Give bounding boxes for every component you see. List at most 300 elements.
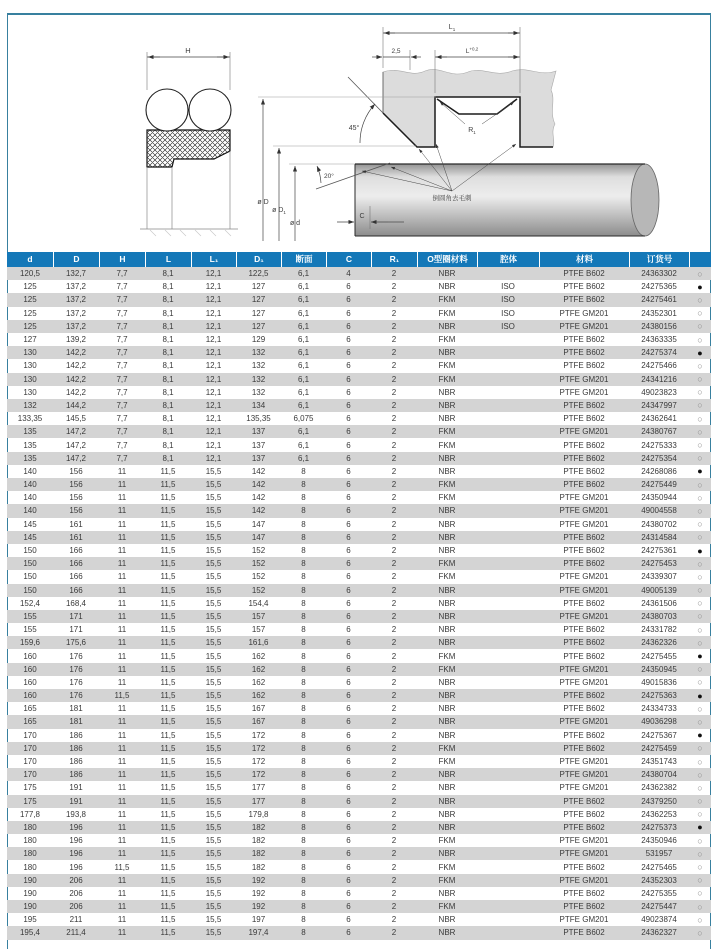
table-cell: 8 xyxy=(301,730,306,740)
table-cell xyxy=(477,663,539,676)
table-cell: 11 xyxy=(99,821,145,834)
availability-symbol: ○ xyxy=(697,334,703,345)
table-cell: 125 xyxy=(7,320,53,333)
table-cell: 6 xyxy=(326,346,371,359)
table-cell: FKM xyxy=(417,874,477,887)
table-cell xyxy=(477,412,539,425)
table-cell: 24341216 xyxy=(629,373,689,386)
availability-symbol: ○ xyxy=(689,768,711,781)
table-cell: PTFE GM201 xyxy=(559,308,609,318)
table-cell: 8 xyxy=(301,466,306,476)
table-cell: 186 xyxy=(53,768,99,781)
table-cell: 6 xyxy=(326,768,371,781)
availability-symbol: ○ xyxy=(697,809,703,820)
table-cell: 8,1 xyxy=(145,373,191,386)
table-cell: 15,5 xyxy=(191,531,236,544)
table-cell: 24362382 xyxy=(641,783,677,793)
column-header: d xyxy=(7,252,53,267)
table-cell: 12,1 xyxy=(205,414,222,424)
table-cell: 6 xyxy=(326,689,371,702)
table-cell: 147,2 xyxy=(65,440,87,450)
table-cell: 24380704 xyxy=(629,768,689,781)
table-cell: 15,5 xyxy=(205,704,222,714)
table-cell: 2 xyxy=(391,335,397,345)
table-cell xyxy=(477,359,539,372)
table-cell: 8,1 xyxy=(162,335,174,345)
table-cell: 159,6 xyxy=(7,636,53,649)
table-cell: ISO xyxy=(477,320,539,333)
dim-h-label: H xyxy=(185,46,191,55)
table-cell: PTFE B602 xyxy=(563,335,605,345)
table-cell: 2 xyxy=(371,874,417,887)
table-cell: 11,5 xyxy=(160,888,176,898)
table-cell: 2 xyxy=(391,757,397,767)
table-cell xyxy=(477,333,539,346)
table-cell: 11,5 xyxy=(145,926,191,939)
table-cell: 8 xyxy=(301,836,306,846)
table-cell: 8 xyxy=(301,572,306,582)
table-cell: 24275455 xyxy=(641,651,677,661)
table-cell: 8 xyxy=(301,704,306,714)
table-cell: NBR xyxy=(438,783,456,793)
table-row xyxy=(7,504,711,517)
table-cell: 2 xyxy=(371,346,417,359)
table-cell: 166 xyxy=(69,572,83,582)
table-cell: 193,8 xyxy=(65,809,87,819)
availability-symbol: ○ xyxy=(697,571,703,582)
column-header: L₁ xyxy=(191,252,236,267)
table-cell: 11 xyxy=(117,704,127,714)
table-row xyxy=(7,702,711,715)
table-cell: 6,1 xyxy=(297,440,310,450)
table-cell: 2 xyxy=(391,493,397,503)
table-cell: 6 xyxy=(346,519,351,529)
table-cell: 11,5 xyxy=(160,915,176,925)
table-cell: 15,5 xyxy=(205,625,222,635)
table-cell: 6 xyxy=(326,847,371,860)
table-cell: FKM xyxy=(417,293,477,306)
table-cell: 11,5 xyxy=(145,531,191,544)
table-cell: FKM xyxy=(438,361,456,371)
table-cell: 132 xyxy=(236,346,281,359)
table-cell: 2 xyxy=(391,440,397,450)
table-cell: PTFE GM201 xyxy=(539,874,629,887)
table-cell xyxy=(477,386,539,399)
availability-symbol: ○ xyxy=(697,624,703,635)
table-cell: PTFE B602 xyxy=(539,399,629,412)
table-cell: FKM xyxy=(438,572,456,582)
o-ring-right xyxy=(189,89,231,131)
table-row xyxy=(7,570,711,583)
installation-drawing xyxy=(257,24,659,241)
o-ring-left xyxy=(146,89,188,131)
table-cell: 170 xyxy=(23,730,37,740)
table-row xyxy=(7,663,711,676)
table-cell: 7,7 xyxy=(116,282,128,292)
table-cell: 2 xyxy=(391,704,397,714)
table-cell: 196 xyxy=(53,821,99,834)
table-row xyxy=(7,359,711,372)
table-cell xyxy=(477,584,539,597)
table-row xyxy=(7,874,711,887)
table-cell: 24347997 xyxy=(629,399,689,412)
table-cell: 11 xyxy=(99,795,145,808)
table-cell: 127 xyxy=(251,282,266,292)
table-cell: 12,1 xyxy=(191,399,236,412)
table-cell: 8 xyxy=(281,689,326,702)
table-cell: PTFE GM201 xyxy=(539,584,629,597)
table-cell: 24351743 xyxy=(641,757,677,767)
table-cell: FKM xyxy=(438,440,456,450)
table-cell: 6 xyxy=(346,572,351,582)
table-row xyxy=(7,610,711,623)
table-row xyxy=(7,346,711,359)
table-cell: PTFE B602 xyxy=(563,862,605,872)
table-cell: 11,5 xyxy=(145,557,191,570)
table-cell: 11,5 xyxy=(160,651,176,661)
table-cell: 192 xyxy=(251,888,266,898)
table-cell: 8 xyxy=(301,783,306,793)
table-cell: 172 xyxy=(251,730,266,740)
table-cell xyxy=(477,874,539,887)
table-cell: 11,5 xyxy=(160,625,176,635)
table-cell: 181 xyxy=(53,715,99,728)
table-cell: 15,5 xyxy=(205,915,222,925)
table-cell: 6 xyxy=(346,783,351,793)
table-cell: 12,1 xyxy=(205,361,222,371)
availability-symbol: ○ xyxy=(697,888,703,899)
table-cell: 127 xyxy=(236,320,281,333)
table-cell: 152 xyxy=(251,572,266,582)
table-row xyxy=(7,808,711,821)
table-cell: 140 xyxy=(23,493,37,503)
table-row xyxy=(7,425,711,438)
table-cell: 2 xyxy=(371,689,417,702)
table-cell: 24275354 xyxy=(629,452,689,465)
table-cell: 137,2 xyxy=(65,282,87,292)
table-cell: 196 xyxy=(69,862,83,872)
table-row xyxy=(7,320,711,333)
table-cell: 7,7 xyxy=(116,308,128,318)
table-cell: 24361506 xyxy=(641,598,677,608)
table-cell: NBR xyxy=(438,730,456,740)
table-cell xyxy=(477,649,539,662)
table-cell: NBR xyxy=(417,452,477,465)
table-cell: 176 xyxy=(69,651,83,661)
table-cell: 142,2 xyxy=(53,373,99,386)
table-row xyxy=(7,715,711,728)
table-cell: 11,5 xyxy=(145,663,191,676)
table-cell: 6,1 xyxy=(281,425,326,438)
table-cell: 8,1 xyxy=(162,440,174,450)
table-cell xyxy=(477,821,539,834)
table-cell: 150 xyxy=(7,557,53,570)
table-cell: 152 xyxy=(251,546,266,556)
availability-symbol: ○ xyxy=(689,610,711,623)
table-cell: 2 xyxy=(391,651,397,661)
table-cell: 211 xyxy=(69,915,83,925)
table-cell: PTFE GM201 xyxy=(559,572,609,582)
table-cell: 15,5 xyxy=(205,651,222,661)
table-cell: 11 xyxy=(99,847,145,860)
table-cell: 8 xyxy=(281,504,326,517)
table-cell: 15,5 xyxy=(191,742,236,755)
availability-symbol: ● xyxy=(697,730,703,741)
table-cell: 2 xyxy=(371,636,417,649)
table-cell: 8 xyxy=(281,926,326,939)
table-cell: 15,5 xyxy=(205,757,222,767)
table-cell: 6,1 xyxy=(281,293,326,306)
table-cell: 191 xyxy=(69,783,83,793)
table-cell: 2 xyxy=(371,847,417,860)
table-cell: 2 xyxy=(371,293,417,306)
table-cell: 142 xyxy=(236,478,281,491)
table-cell xyxy=(477,715,539,728)
table-cell: 8,1 xyxy=(162,387,174,397)
table-cell: 122,5 xyxy=(236,267,281,280)
table-cell: PTFE B602 xyxy=(539,926,629,939)
table-cell: 152 xyxy=(236,584,281,597)
table-cell: 190 xyxy=(7,874,53,887)
table-cell: 8 xyxy=(281,663,326,676)
table-cell: PTFE B602 xyxy=(563,730,605,740)
table-cell xyxy=(477,808,539,821)
table-cell: 8,1 xyxy=(145,452,191,465)
table-cell: 15,5 xyxy=(191,926,236,939)
table-cell: 7,7 xyxy=(116,440,128,450)
table-cell: 162 xyxy=(251,677,266,687)
table-cell: 15,5 xyxy=(191,663,236,676)
table-cell: 2 xyxy=(391,519,397,529)
table-cell: 147 xyxy=(251,519,266,529)
table-cell xyxy=(477,346,539,359)
table-cell: 8 xyxy=(301,519,306,529)
table-cell: 155 xyxy=(23,625,37,635)
table-row xyxy=(7,373,711,386)
table-cell: PTFE GM201 xyxy=(539,663,629,676)
table-cell: 8,1 xyxy=(145,267,191,280)
table-cell: 24275453 xyxy=(629,557,689,570)
table-cell: 11,5 xyxy=(145,610,191,623)
table-cell: 11,5 xyxy=(145,636,191,649)
availability-symbol: ○ xyxy=(689,425,711,438)
table-cell: 137,2 xyxy=(53,320,99,333)
table-cell: 142 xyxy=(251,466,266,476)
table-row xyxy=(7,465,711,478)
table-cell: 11,5 xyxy=(145,715,191,728)
table-cell: 7,7 xyxy=(116,387,128,397)
table-cell: 6,1 xyxy=(281,399,326,412)
table-cell: 11 xyxy=(117,625,127,635)
table-cell: 11,5 xyxy=(160,493,176,503)
table-cell: NBR xyxy=(417,636,477,649)
column-header: 材料 xyxy=(539,252,629,267)
table-cell: 15,5 xyxy=(205,677,222,687)
table-cell: 8 xyxy=(301,888,306,898)
table-cell: 6 xyxy=(326,531,371,544)
dim-l1-label: $L_1$ xyxy=(448,24,456,32)
table-cell: 24363302 xyxy=(629,267,689,280)
table-cell: 24362327 xyxy=(629,926,689,939)
table-cell: 24362253 xyxy=(641,809,677,819)
table-cell: PTFE GM201 xyxy=(559,915,609,925)
table-cell: 177,8 xyxy=(19,809,41,819)
table-cell: PTFE GM201 xyxy=(539,610,629,623)
table-cell: PTFE GM201 xyxy=(559,757,609,767)
groove-radius-profile xyxy=(437,99,517,114)
table-cell: FKM xyxy=(417,900,477,913)
table-cell: ISO xyxy=(477,293,539,306)
table-cell: PTFE B602 xyxy=(539,689,629,702)
table-cell: 24339307 xyxy=(641,572,677,582)
table-cell: 6 xyxy=(346,440,351,450)
table-cell: 15,5 xyxy=(205,519,222,529)
table-cell xyxy=(477,847,539,860)
table-cell: 24350945 xyxy=(629,663,689,676)
table-cell: PTFE B602 xyxy=(563,282,605,292)
table-row xyxy=(7,768,711,781)
table-cell: 6 xyxy=(326,636,371,649)
table-cell: 129 xyxy=(251,335,266,345)
availability-symbol: ○ xyxy=(689,900,711,913)
table-cell: 15,5 xyxy=(191,478,236,491)
table-cell xyxy=(477,518,539,531)
table-cell: 11,5 xyxy=(160,809,176,819)
table-cell: 11 xyxy=(117,466,127,476)
table-cell: 6 xyxy=(326,293,371,306)
table-cell: 6 xyxy=(326,452,371,465)
dim-2-5-label: 2,5 xyxy=(391,48,401,55)
table-cell: 6,1 xyxy=(281,346,326,359)
column-header: 腔体 xyxy=(477,252,539,267)
table-row xyxy=(7,649,711,662)
table-cell: 127 xyxy=(236,293,281,306)
table-cell xyxy=(477,531,539,544)
table-row xyxy=(7,386,711,399)
table-cell: 15,5 xyxy=(191,874,236,887)
table-cell: 7,7 xyxy=(99,373,145,386)
table-cell: NBR xyxy=(417,531,477,544)
table-cell: NBR xyxy=(438,809,456,819)
table-cell: 8 xyxy=(301,625,306,635)
table-cell: NBR xyxy=(417,689,477,702)
table-cell: 177 xyxy=(236,795,281,808)
angle-20-label: 20° xyxy=(324,173,334,180)
table-cell: 8 xyxy=(301,862,306,872)
table-cell: 6 xyxy=(346,836,351,846)
table-row xyxy=(7,860,711,873)
table-cell: PTFE B602 xyxy=(563,598,605,608)
table-cell: 8,1 xyxy=(162,414,174,424)
table-cell: 15,5 xyxy=(205,809,222,819)
table-cell xyxy=(477,438,539,451)
table-cell: 11 xyxy=(117,836,127,846)
table-cell xyxy=(477,676,539,689)
table-cell: FKM xyxy=(438,308,456,318)
table-cell: PTFE GM201 xyxy=(539,504,629,517)
table-cell: 197,4 xyxy=(236,926,281,939)
table-cell xyxy=(477,491,539,504)
table-cell: 11,5 xyxy=(160,598,176,608)
dim-l-tol-label: $L^{+0,2}$ xyxy=(465,46,479,55)
table-cell xyxy=(477,729,539,742)
table-cell: 2 xyxy=(391,677,397,687)
table-cell: 11,5 xyxy=(145,847,191,860)
availability-symbol: ● xyxy=(689,689,711,702)
table-cell: ISO xyxy=(501,282,515,292)
table-cell: 15,5 xyxy=(191,900,236,913)
table-cell xyxy=(477,887,539,900)
table-cell: 11,5 xyxy=(160,519,176,529)
table-cell: PTFE GM201 xyxy=(559,836,609,846)
table-cell: NBR xyxy=(438,598,456,608)
availability-symbol: ○ xyxy=(689,874,711,887)
table-cell: 2 xyxy=(371,768,417,781)
table-cell: 2 xyxy=(371,926,417,939)
table-cell: 156 xyxy=(69,493,83,503)
deburr-note-label: 倒圆角去毛刺 xyxy=(432,195,472,202)
column-header: 订货号 xyxy=(629,252,689,267)
table-cell: 6 xyxy=(326,478,371,491)
table-cell: 11 xyxy=(99,610,145,623)
table-cell: 11,5 xyxy=(160,572,176,582)
table-cell: 161 xyxy=(53,531,99,544)
table-cell: 6,1 xyxy=(297,387,310,397)
availability-symbol: ○ xyxy=(697,519,703,530)
shaft-end-face xyxy=(631,164,659,236)
table-cell: 11,5 xyxy=(145,821,191,834)
table-cell: 8 xyxy=(301,915,306,925)
availability-symbol: ○ xyxy=(689,715,711,728)
table-cell xyxy=(477,544,539,557)
table-cell: 206 xyxy=(69,888,83,898)
table-cell: 6 xyxy=(326,874,371,887)
table-cell: NBR xyxy=(417,715,477,728)
availability-symbol: ● xyxy=(697,466,703,477)
table-cell: 161 xyxy=(69,519,83,529)
table-cell: 24275449 xyxy=(629,478,689,491)
table-cell: 170 xyxy=(7,742,53,755)
table-cell: 6 xyxy=(326,715,371,728)
availability-symbol: ● xyxy=(689,346,711,359)
table-cell: FKM xyxy=(417,663,477,676)
table-row xyxy=(7,913,711,926)
table-cell: 135,35 xyxy=(246,414,271,424)
availability-symbol: ○ xyxy=(689,926,711,939)
table-cell xyxy=(477,623,539,636)
table-cell: 15,5 xyxy=(205,836,222,846)
table-cell: 133,35 xyxy=(17,414,43,424)
table-cell: 120,5 xyxy=(7,267,53,280)
table-cell: 15,5 xyxy=(205,546,222,556)
table-cell: 175 xyxy=(7,795,53,808)
table-cell: NBR xyxy=(417,504,477,517)
table-cell xyxy=(477,834,539,847)
table-cell: 142,2 xyxy=(65,361,87,371)
table-cell: 2 xyxy=(391,546,397,556)
table-cell: 11,5 xyxy=(160,546,176,556)
table-cell: 6 xyxy=(346,809,351,819)
table-cell: 2 xyxy=(371,373,417,386)
dia-d1-label: ø $D_1$ xyxy=(272,207,286,215)
table-cell: 15,5 xyxy=(205,572,222,582)
table-row xyxy=(7,267,711,280)
table-cell: 167 xyxy=(236,715,281,728)
table-cell: 7,7 xyxy=(99,399,145,412)
table-cell: 6 xyxy=(346,282,351,292)
table-cell: 49015836 xyxy=(641,677,677,687)
table-cell: 8,1 xyxy=(145,425,191,438)
